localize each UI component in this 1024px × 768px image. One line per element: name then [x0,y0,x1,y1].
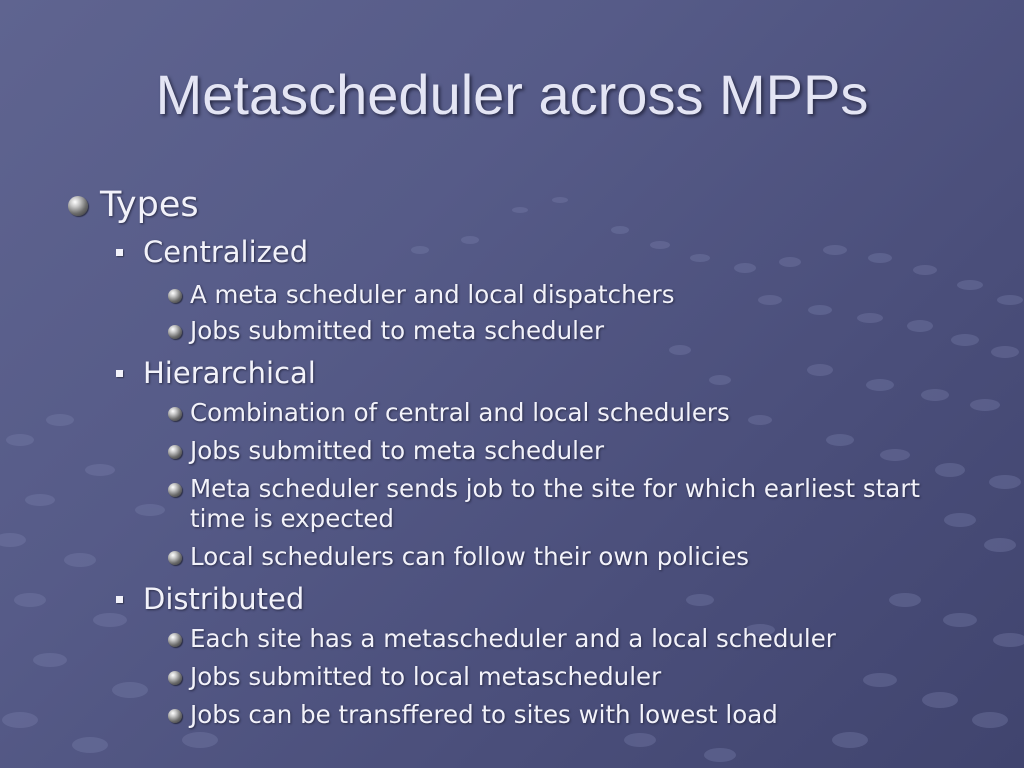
sphere-bullet-icon [168,709,182,723]
bullet-text: Jobs submitted to meta scheduler [190,436,605,465]
square-bullet-icon [116,596,123,603]
bullet-level3 [168,662,661,692]
sphere-bullet-icon [68,196,88,216]
sphere-bullet-icon [168,445,182,459]
bullet-level1-types [68,184,199,226]
bullet-text: Hierarchical [143,356,316,390]
bullet-level3 [168,280,675,310]
bullet-level3 [168,436,604,466]
sphere-bullet-icon [168,407,182,421]
bullet-text: Types [100,185,199,225]
bullet-text: A meta scheduler and local dispatchers [190,280,675,309]
bullet-level3 [168,542,749,572]
sphere-bullet-icon [168,633,182,647]
bullet-text: Jobs can be transffered to sites with lowest load [190,700,778,729]
bullet-text: Combination of central and local schedulers [190,398,730,427]
bullet-text: Meta scheduler sends job to the site for which earliest start time is expected [190,474,920,533]
bullet-level3 [168,624,836,654]
bullet-text: Jobs submitted to local metascheduler [190,662,662,691]
square-bullet-icon [116,370,123,377]
bullet-level2-centralized [116,234,308,270]
slide-title: Metascheduler across MPPs [155,63,869,126]
sphere-bullet-icon [168,671,182,685]
sphere-bullet-icon [168,325,182,339]
bullet-text: Jobs submitted to meta scheduler [190,316,605,345]
sphere-bullet-icon [168,289,182,303]
bullet-level3 [168,398,730,428]
bullet-text: Distributed [143,582,305,616]
bullet-level3 [168,474,930,534]
sphere-bullet-icon [168,551,182,565]
bullet-text: Centralized [143,235,309,269]
sphere-bullet-icon [168,483,182,497]
square-bullet-icon [116,249,123,256]
bullet-level2-hierarchical [116,355,316,391]
bullet-level2-distributed [116,581,304,617]
bullet-text: Each site has a metascheduler and a local scheduler [190,624,836,653]
bullet-level3 [168,316,604,346]
bullet-text: Local schedulers can follow their own policies [190,542,750,571]
bullet-level3 [168,700,778,730]
